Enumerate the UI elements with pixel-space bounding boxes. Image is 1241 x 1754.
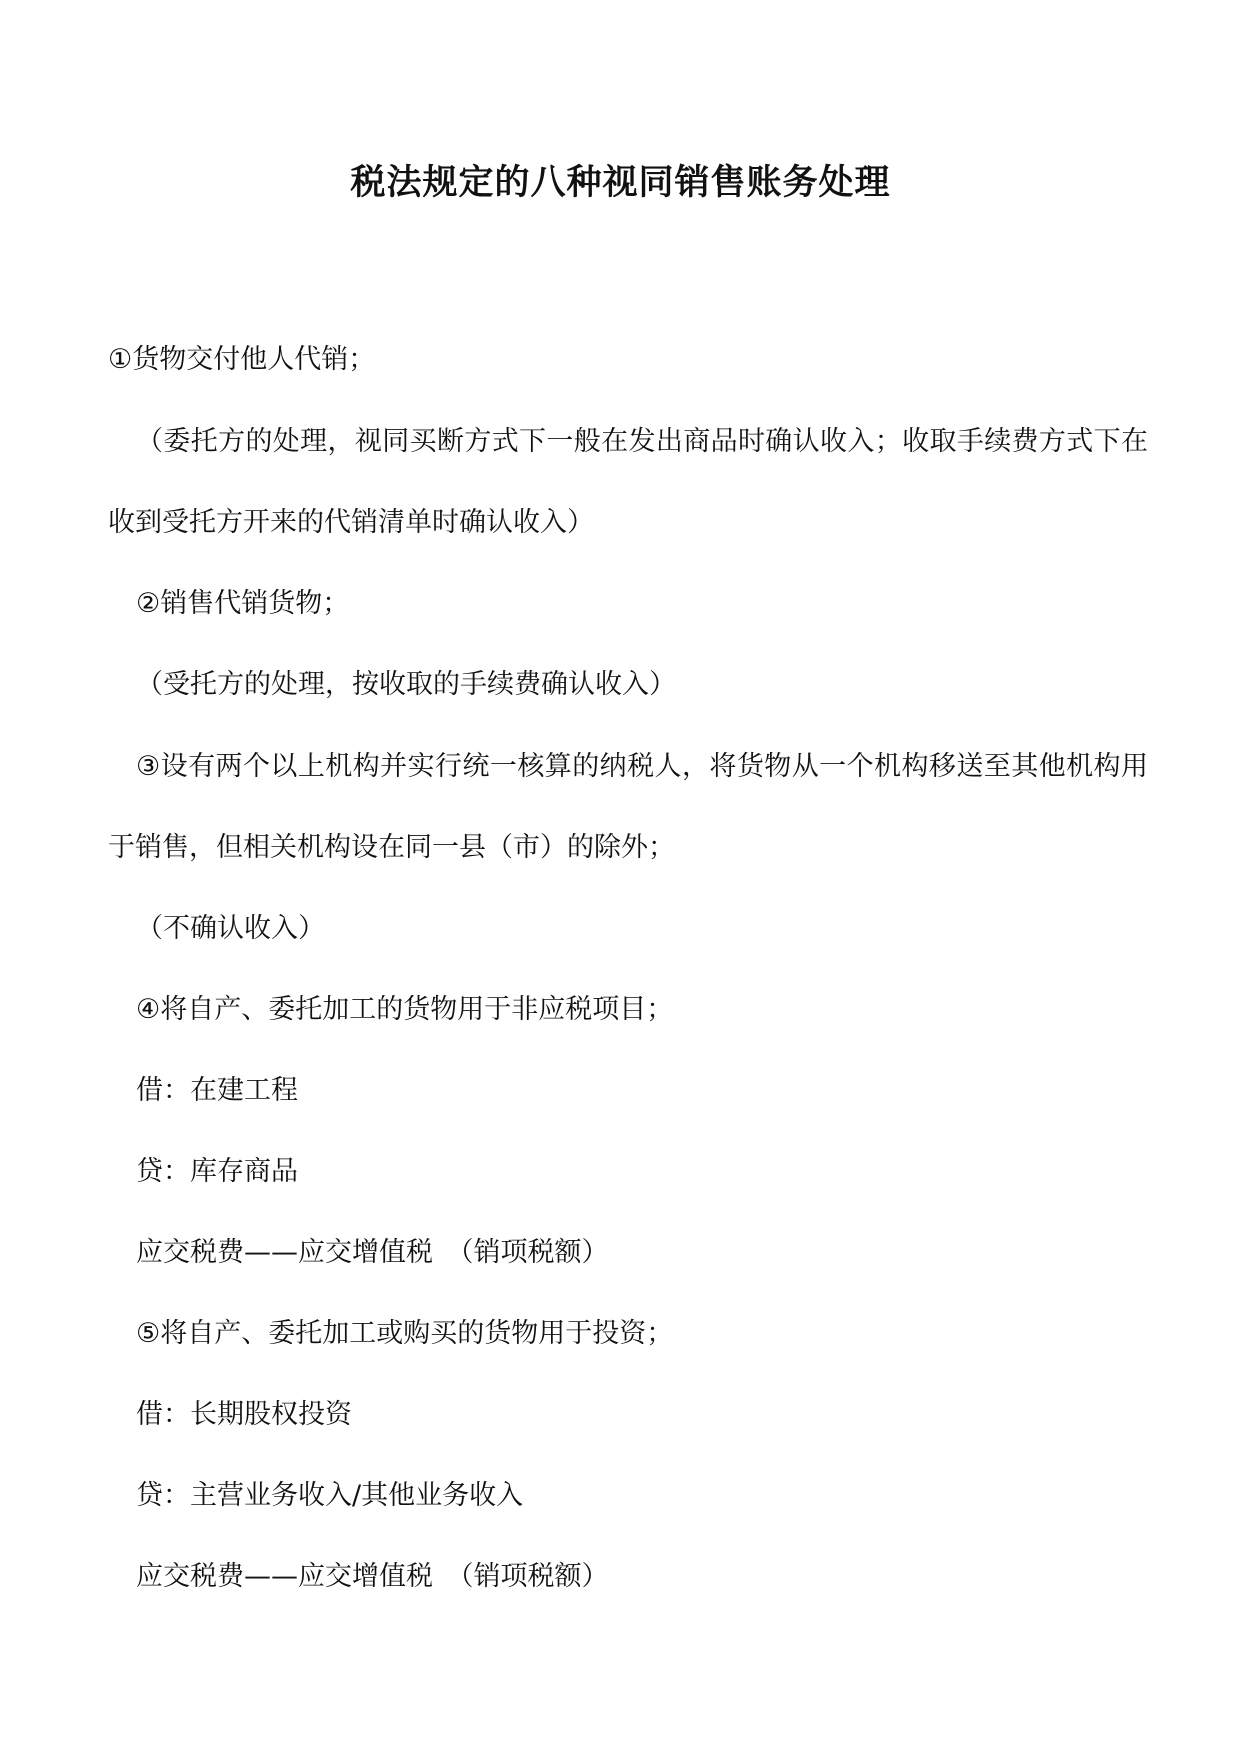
paragraph-item-3: ③设有两个以上机构并实行统一核算的纳税人，将货物从一个机构移送至其他机构用于销售，但相关机构设在同一县（市）的除外； xyxy=(108,751,1148,863)
journal-tax-line: 应交税费——应交增值税 （销项税额） xyxy=(136,1561,609,1592)
paragraph-item-5: ⑤将自产、委托加工或购买的货物用于投资； xyxy=(136,1318,674,1349)
journal-debit-line: 借：长期股权投资 xyxy=(136,1399,352,1430)
paragraph-item-1: ①货物交付他人代销； xyxy=(108,344,376,375)
paragraph-item-2-note: （受托方的处理，按收取的手续费确认收入） xyxy=(136,669,676,700)
journal-debit-line: 借：在建工程 xyxy=(136,1075,298,1106)
document-body xyxy=(108,340,1148,1638)
journal-tax-line: 应交税费——应交增值税 （销项税额） xyxy=(136,1237,609,1268)
paragraph-item-2: ②销售代销货物； xyxy=(136,588,350,619)
page-title: 税法规定的八种视同销售账务处理 xyxy=(350,163,891,203)
paragraph-item-3-note: （不确认收入） xyxy=(136,913,325,944)
paragraph-item-1-note: （委托方的处理，视同买断方式下一般在发出商品时确认收入；收取手续费方式下在收到受托方开来的代销清单时确认收入） xyxy=(108,426,1148,538)
journal-credit-line: 贷：主营业务收入/其他业务收入 xyxy=(136,1480,524,1511)
journal-credit-line: 贷：库存商品 xyxy=(136,1156,298,1187)
paragraph-item-4: ④将自产、委托加工的货物用于非应税项目； xyxy=(136,994,674,1025)
